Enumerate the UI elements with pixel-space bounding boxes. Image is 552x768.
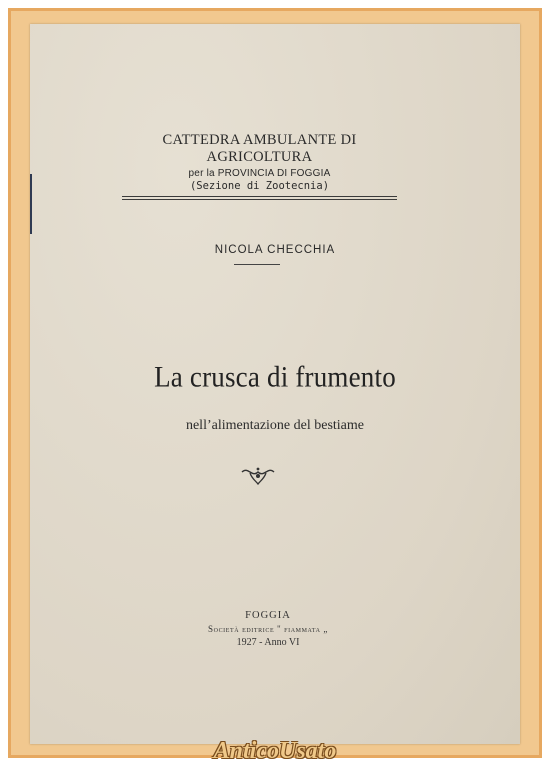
imprint-city: FOGGIA — [245, 610, 291, 621]
institution-name: CATTEDRA AMBULANTE DI AGRICOLTURA — [162, 132, 357, 165]
book-subtitle: nell’alimentazione del bestiame — [185, 418, 365, 433]
imprint-block — [30, 610, 506, 648]
author-underline — [234, 264, 280, 265]
ornament-icon — [240, 464, 276, 486]
province-line: per la PROVINCIA DI FOGGIA — [188, 168, 331, 179]
author-name: NICOLA CHECCHIA — [214, 244, 336, 256]
section-line: (Sezione di Zootecnia) — [189, 180, 330, 192]
book-cover — [30, 24, 520, 744]
shop-watermark-logo: AnticoUsato — [213, 738, 337, 764]
imprint-year: 1927 - Anno VI — [236, 637, 300, 648]
header-rule-top — [122, 196, 397, 197]
header-rule-bottom — [122, 199, 397, 200]
spine-edge — [30, 174, 32, 234]
imprint-publisher: Società editrice " fiammata „ — [208, 624, 328, 634]
book-title: La crusca di frumento — [154, 360, 396, 394]
institution-header — [122, 132, 397, 200]
